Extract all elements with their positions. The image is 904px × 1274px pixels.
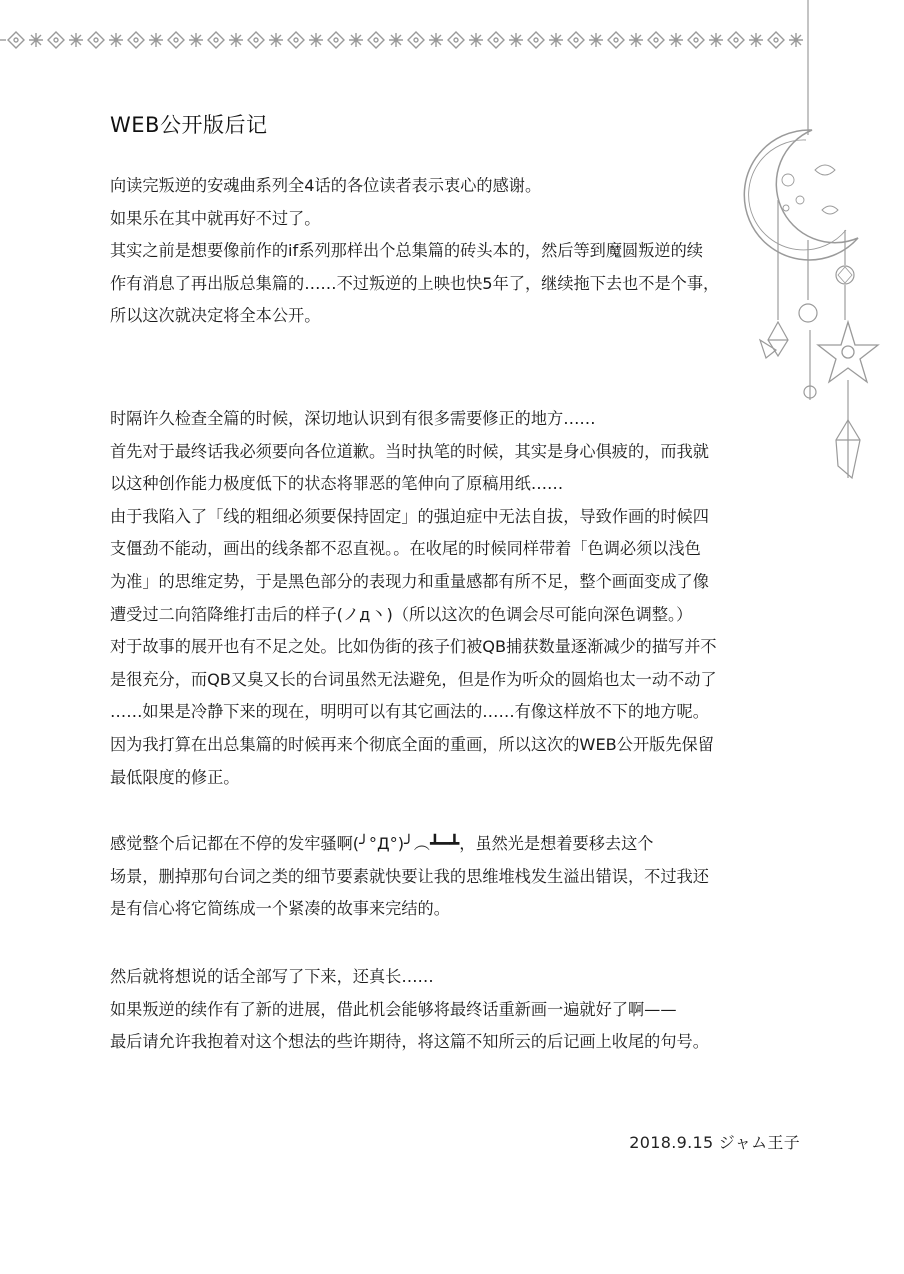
signature: 2018.9.15 ジャム王子: [629, 1133, 800, 1152]
text-line: 所以这次就决定将全本公开。: [110, 306, 321, 326]
paragraph-thanks: [110, 170, 830, 333]
text-line: 作有消息了再出版总集篇的……不过叛逆的上映也快5年了，继续拖下去也不是个事，: [110, 273, 720, 293]
text-line: 是有信心将它简练成一个紧凑的故事来完结的。: [110, 899, 450, 919]
text-line: 由于我陷入了「线的粗细必须要保持固定」的强迫症中无法自拔，导致作画的时候四: [110, 506, 709, 526]
paragraph-corrections: [110, 403, 830, 794]
text-line: 如果乐在其中就再好不过了。: [110, 208, 321, 228]
text-line: 向读完叛逆的安魂曲系列全4话的各位读者表示衷心的感谢。: [110, 176, 542, 195]
text-line: 最低限度的修正。: [110, 767, 240, 787]
text-line: 然后就将想说的话全部写了下来，还真长……: [110, 967, 434, 986]
text-line: 时隔许久检查全篇的时候，深切地认识到有很多需要修正的地方……: [110, 409, 596, 428]
text-line: 为准」的思维定势，于是黑色部分的表现力和重量感都有所不足，整个画面变成了像: [110, 571, 709, 591]
paragraph-closing: [110, 961, 830, 1059]
text-line: 其实之前是想要像前作的if系列那样出个总集篇的砖头本的，然后等到魔圆叛逆的续: [110, 241, 703, 261]
text-line: 因为我打算在出总集篇的时候再来个彻底全面的重画，所以这次的WEB公开版先保留: [110, 734, 714, 754]
page-title: WEB公开版后记: [110, 113, 268, 137]
text-line: 对于故事的展开也有不足之处。比如伪街的孩子们被QB捕获数量逐渐减少的描写并不: [110, 637, 717, 657]
text-line: 是很充分，而QB又臭又长的台词虽然无法避免，但是作为听众的圆焰也太一动不动了: [110, 669, 717, 689]
paragraph-complaint: [110, 828, 830, 926]
text-line: 最后请允许我抱着对这个想法的些许期待，将这篇不知所云的后记画上收尾的句号。: [110, 1032, 709, 1052]
text-line: ……如果是冷静下来的现在，明明可以有其它画法的……有像这样放不下的地方呢。: [110, 702, 709, 722]
text-line: 感觉整个后记都在不停的发牢骚啊(╯°Д°)╯︵┻━┻，虽然光是想着要移去这个: [110, 834, 654, 853]
text-line: 如果叛逆的续作有了新的进展，借此机会能够将最终话重新画一遍就好了啊——: [110, 999, 677, 1019]
text-line: 场景，删掉那句台词之类的细节要素就快要让我的思维堆栈发生溢出错误，不过我还: [110, 866, 709, 886]
text-line: 遭受过二向箔降维打击后的样子(ノд丶)（所以这次的色调会尽可能向深色调整。）: [110, 604, 693, 624]
text-line: 首先对于最终话我必须要向各位道歉。当时执笔的时候，其实是身心俱疲的，而我就: [110, 441, 709, 461]
text-line: 以这种创作能力极度低下的状态将罪恶的笔伸向了原稿用纸……: [110, 474, 564, 494]
text-line: 支僵劲不能动，画出的线条都不忍直视。。在收尾的时候同样带着「色调必须以浅色: [110, 539, 701, 559]
lace-top-border: [0, 32, 803, 48]
